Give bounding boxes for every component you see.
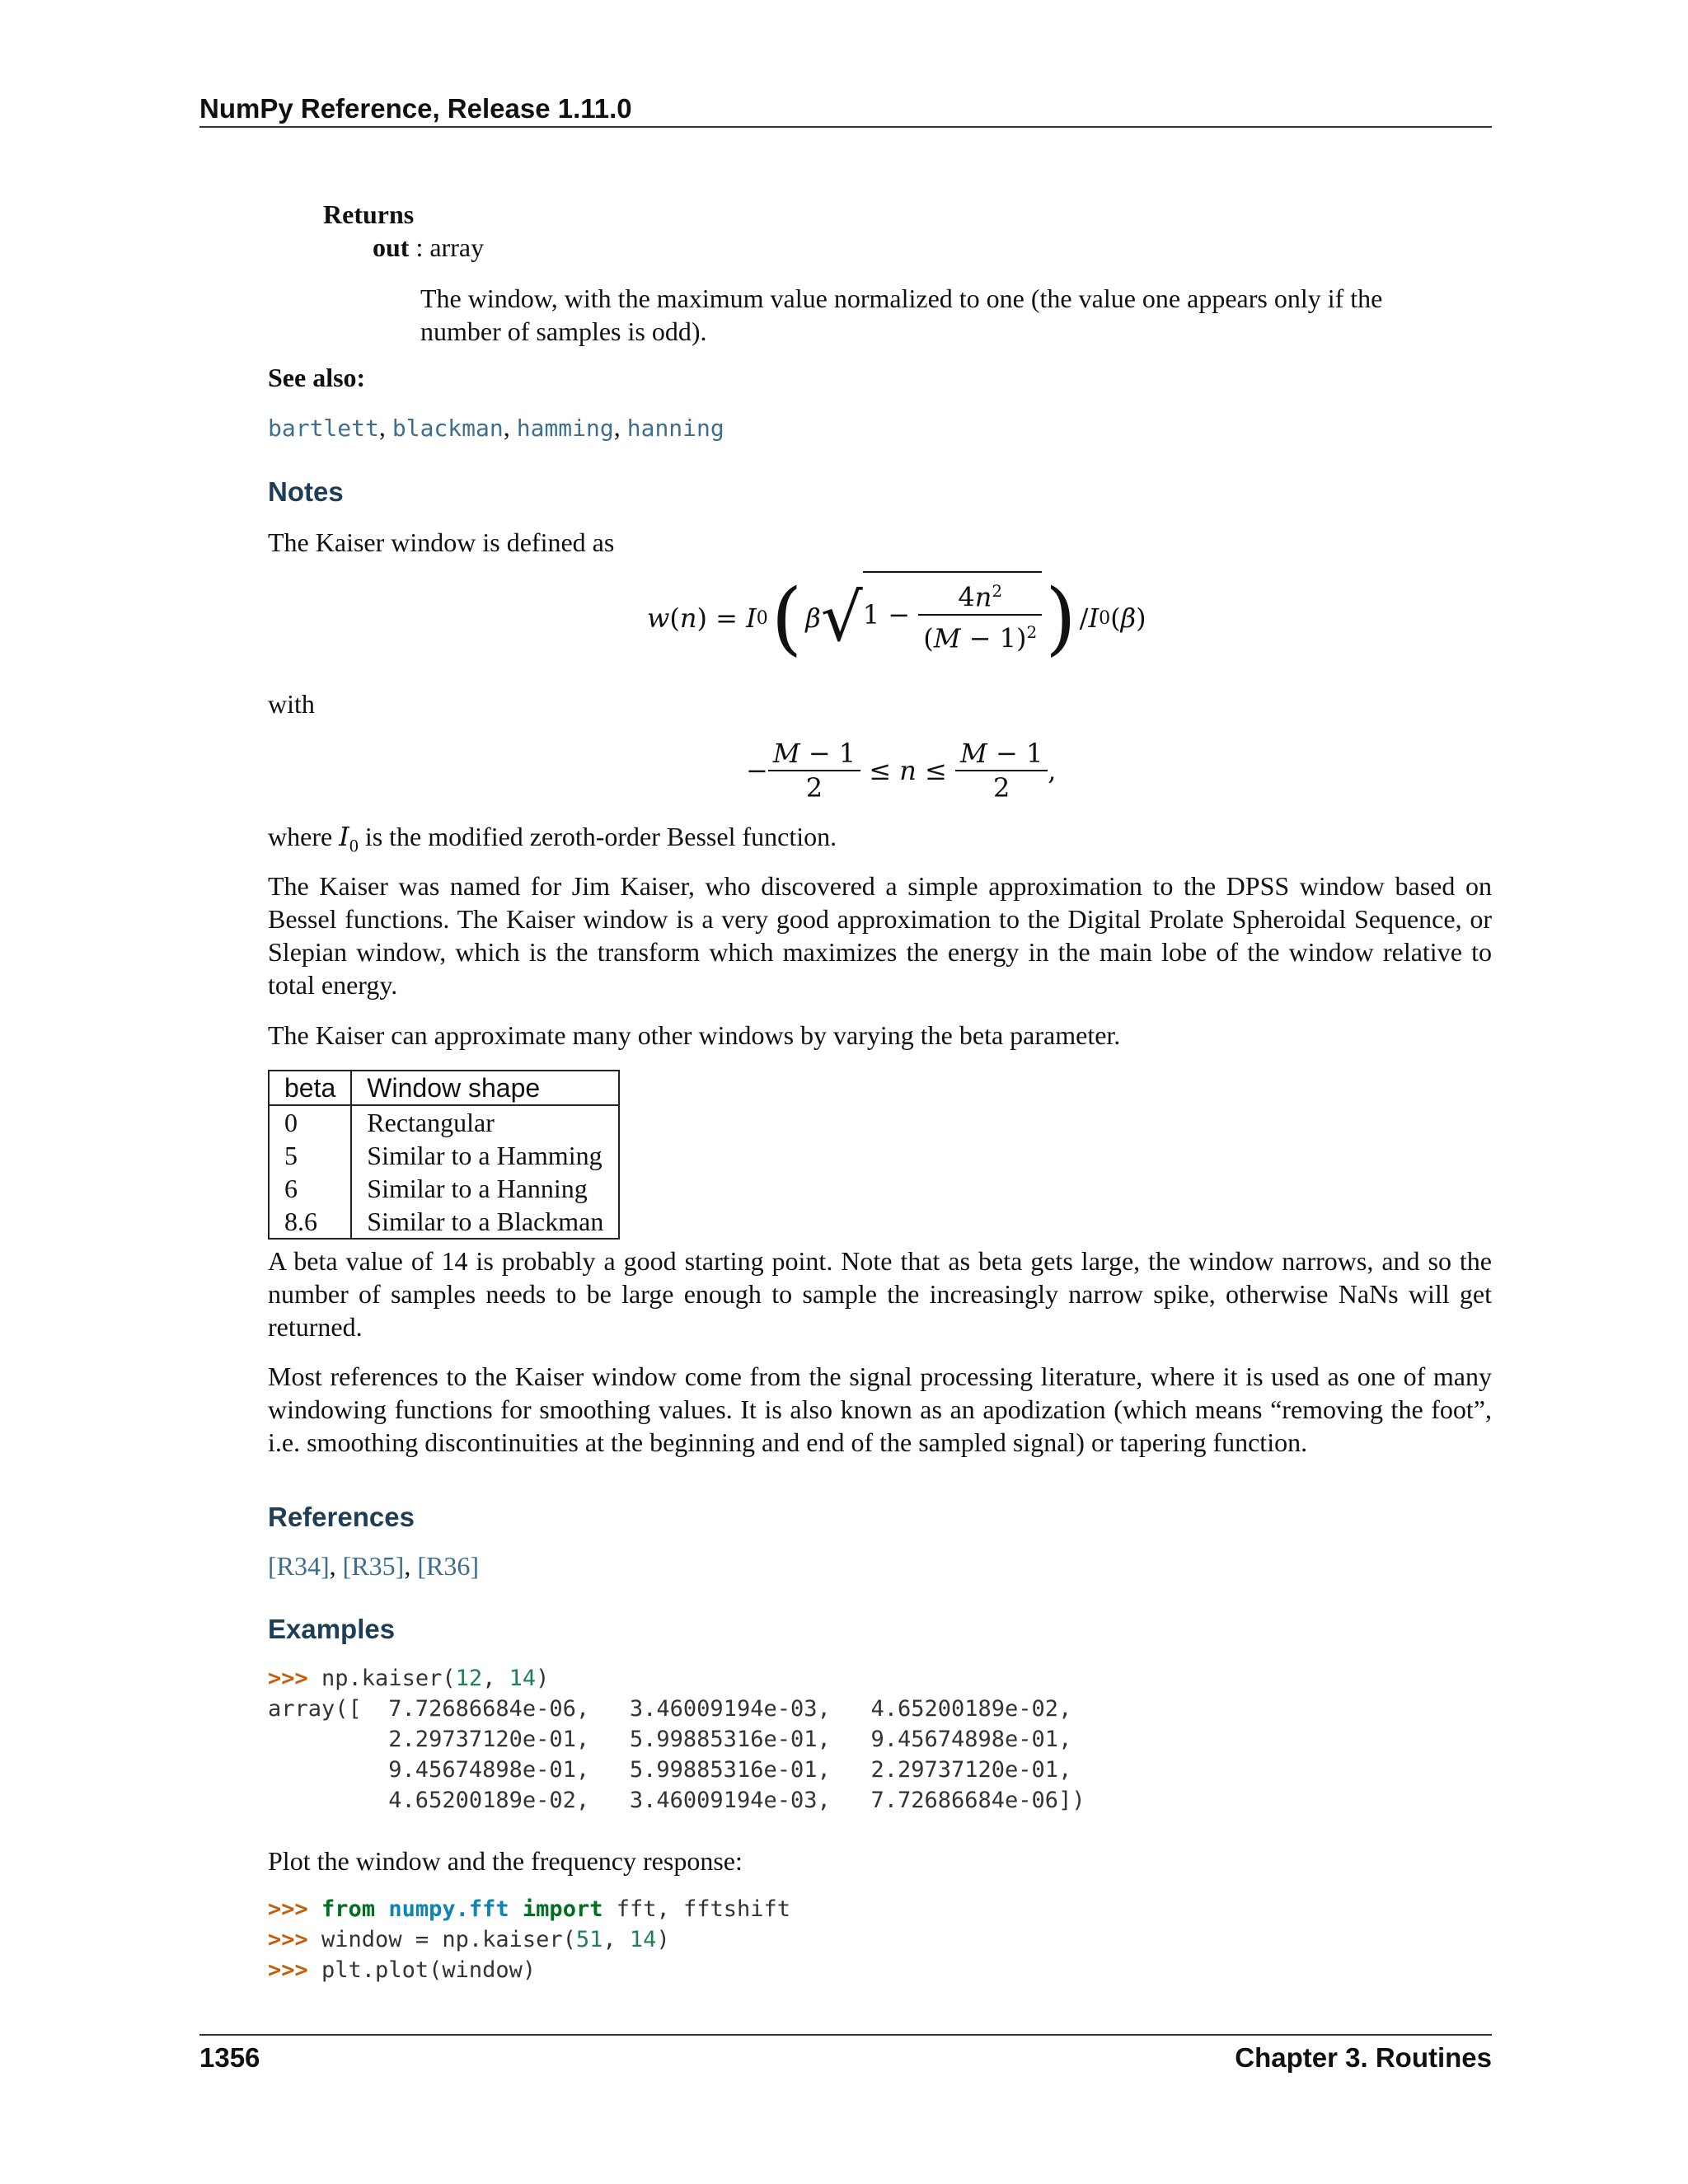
page-header: NumPy Reference, Release 1.11.0 xyxy=(199,93,1492,128)
notes-para-1: The Kaiser was named for Jim Kaiser, who discovered a simple approximation to the DPSS window based on Bessel functions. The Kaiser window is a very good approximation to the Digital Prolate Spheroidal Sequence, or Slepian window, which is the transform which maximizes the energy in the main lobe of the window relative to total energy. xyxy=(268,871,1492,1000)
param-name: out xyxy=(373,232,410,262)
header-window-shape: Window shape xyxy=(351,1071,619,1105)
beta-cell: 8.6 xyxy=(269,1205,351,1239)
beta-cell: 6 xyxy=(269,1172,351,1205)
notes-para-3: A beta value of 14 is probably a good starting point. Note that as beta gets large, the window narrows, and so the number of samples needs to be large enough to sample the increasingly narrow spike, otherwise NaNs will get returned. xyxy=(268,1246,1492,1342)
link-blackman[interactable]: blackman xyxy=(392,415,504,442)
notes-where: where $I_0$ is the modified zeroth-order Bessel function. xyxy=(268,821,837,856)
notes-heading: Notes xyxy=(268,476,344,507)
beta-cell: 0 xyxy=(269,1105,351,1139)
shape-cell: Rectangular xyxy=(351,1105,619,1139)
table-row xyxy=(269,1105,619,1139)
header-beta: beta xyxy=(269,1071,351,1105)
example-code-1: >>> np.kaiser(12, 14) array([ 7.72686684e-06, 3.46009194e-03, 4.65200189e-02, 2.29737120e-01, 5.99885316e-01, 9.45674898e-01, 9.45674898e-01, 5.99885316e-01, 2.29737120e-01, 4.65200189e-02, 3.46009194e-03, 7.72686684e-06]) xyxy=(268,1666,1085,1813)
beta-table xyxy=(268,1070,620,1240)
examples-heading: Examples xyxy=(268,1614,396,1644)
returns-param xyxy=(373,232,484,263)
beta-cell: 5 xyxy=(269,1139,351,1172)
ref-r34[interactable]: [R34] xyxy=(268,1551,330,1581)
link-bartlett[interactable]: bartlett xyxy=(268,415,379,442)
returns-label: Returns xyxy=(323,199,415,229)
page-number: 1356 xyxy=(199,2042,260,2073)
ref-r36[interactable]: [R36] xyxy=(417,1551,479,1581)
example-code-2: >>> from numpy.fft import fft, fftshift >>> window = np.kaiser(51, 14) >>> plt.plot(window) xyxy=(268,1896,791,1983)
notes-para-2: The Kaiser can approximate many other windows by varying the beta parameter. xyxy=(268,1020,1121,1050)
returns-description: The window, with the maximum value normalized to one (the value one appears only if the number of samples is odd). xyxy=(420,284,1383,346)
table-row xyxy=(269,1139,619,1172)
chapter-label: Chapter 3. Routines xyxy=(1235,2042,1492,2073)
references-links: [R34], [R35], [R36] xyxy=(268,1551,479,1581)
range-inequality: − $\frac{M - 1}{2}$ ≤ n ≤ $\frac{M - 1}{2}$ , xyxy=(746,738,1057,804)
table-row xyxy=(269,1172,619,1205)
table-header-row xyxy=(269,1071,619,1105)
ref-r35[interactable]: [R35] xyxy=(342,1551,405,1581)
shape-cell: Similar to a Hanning xyxy=(351,1172,619,1205)
examples-plot-text: Plot the window and the frequency response: xyxy=(268,1846,743,1876)
see-also-links: bartlett, blackman, hamming, hanning xyxy=(268,412,724,442)
shape-cell: Similar to a Blackman xyxy=(351,1205,619,1239)
notes-intro: The Kaiser window is defined as xyxy=(268,527,615,557)
kaiser-formula: w ( n ) = I 0 ( β √ 1 − $\frac{4n^2}{(M - 1)^2}$ ) / I 0 ( β ) xyxy=(647,572,1146,664)
notes-para-4: Most references to the Kaiser window come from the signal processing literature, where it is used as one of many windowing functions for smoothing values. It is also known as an apodization (which means “removing the foot”, i.e. smoothing discontinuities at the beginning and end of the sampled signal) or tapering function. xyxy=(268,1361,1492,1457)
shape-cell: Similar to a Hamming xyxy=(351,1139,619,1172)
link-hanning[interactable]: hanning xyxy=(626,415,724,442)
footer-rule xyxy=(199,2034,1492,2036)
references-heading: References xyxy=(268,1502,415,1532)
table-row xyxy=(269,1205,619,1239)
notes-with: with xyxy=(268,689,315,719)
link-hamming[interactable]: hamming xyxy=(516,415,614,442)
see-also-label: See also: xyxy=(268,363,366,392)
param-type: : array xyxy=(409,232,485,262)
